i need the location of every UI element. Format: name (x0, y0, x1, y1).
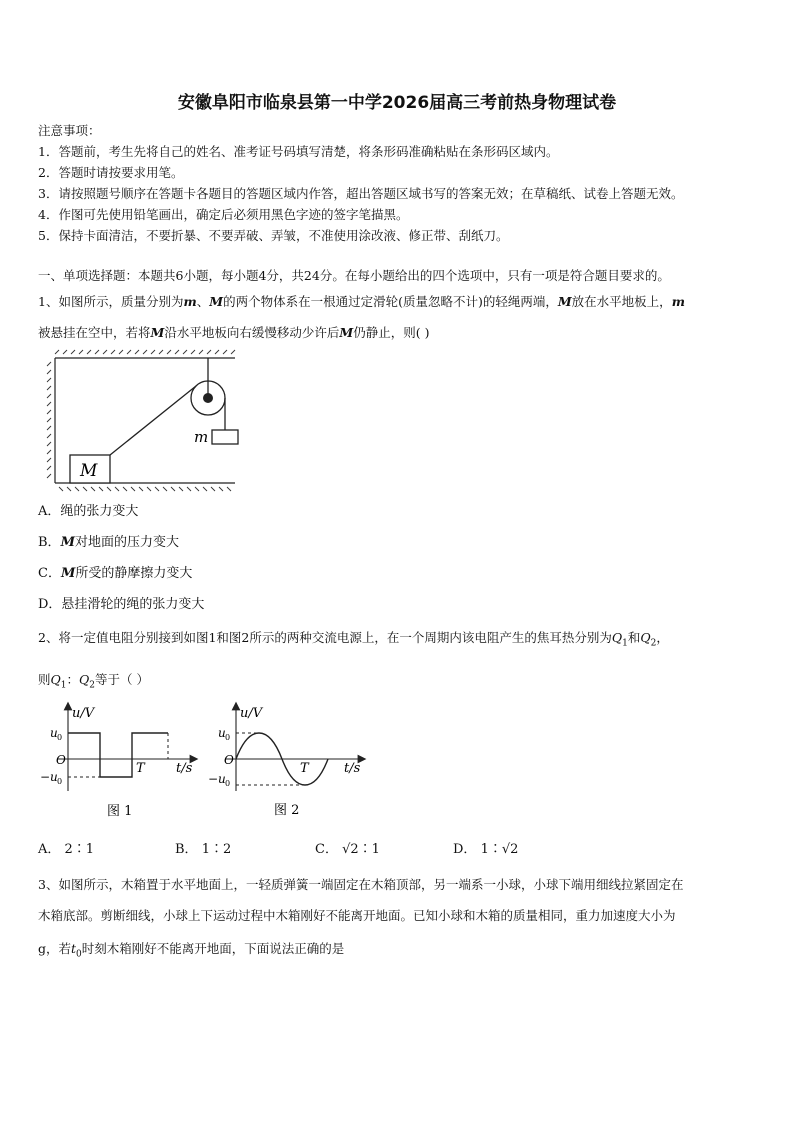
option-text: 所受的静摩擦力变大 (75, 566, 193, 581)
notice-item-5: 5．保持卡面清洁，不要折暴、不要弄破、弄皱，不准使用涂改液、修正带、刮纸刀。 (38, 228, 509, 243)
q2-option-a (38, 838, 94, 857)
q1-text: 的两个物体系在一根通过定滑轮(质量忽略不计)的轻绳两端， (223, 294, 558, 309)
q2-text: 2、将一定值电阻分别接到如图1和图2所示的两种交流电源上，在一个周期内该电阻产生的焦耳热分别为 (38, 630, 612, 645)
q3-sub: 0 (76, 949, 82, 960)
rope-to-M (110, 386, 196, 455)
q1-var-M: M (150, 325, 165, 340)
q1-text: 仍静止，则( ) (353, 325, 430, 340)
q1-text: 沿水平地板向右缓慢移动少许后 (164, 325, 340, 340)
q2-option-c (315, 838, 380, 857)
mass-m-block (212, 430, 238, 444)
option-label: B． (38, 535, 61, 550)
q1-option-a: A．绳的张力变大 (38, 504, 139, 519)
q3-line-3 (38, 939, 344, 960)
fig2-xlabel: t/s (344, 761, 361, 776)
q2-line-1 (38, 628, 669, 649)
q2-sub: 1 (622, 638, 628, 649)
q1-text: 放在水平地板上， (571, 294, 672, 309)
fig1-T: T (136, 761, 145, 776)
q3-line-1: 3、如图所示，木箱置于水平地面上，一轻质弹簧一端固定在木箱顶部，另一端系一小球，小球下端用细线拉紧固定在 (38, 877, 684, 892)
q3-var-t: t (71, 941, 77, 956)
q1-var-M: M (60, 535, 75, 550)
q2-sub: 1 (60, 680, 67, 691)
q2-figure-2 (204, 700, 374, 825)
option-label: C． (38, 566, 61, 581)
option-label: C． (315, 842, 338, 857)
notice-item-2: 2．答题时请按要求用笔。 (38, 165, 184, 180)
q1-line-2 (38, 323, 429, 341)
fig2-caption: 图 2 (274, 803, 300, 818)
fig2-ylabel: u/V (240, 706, 263, 721)
q2-var-Q1: Q (611, 630, 623, 645)
fig1-ylabel: u/V (72, 706, 95, 721)
option-label: B． (175, 842, 198, 857)
q1-pulley-figure (40, 348, 250, 493)
q1-var-M: M (557, 294, 572, 309)
notice-item-1: 1．答题前，考生先将自己的姓名、准考证号码填写清楚，将条形码准确粘贴在条形码区域内。 (38, 144, 559, 159)
fig1-neg-u0: −u (40, 770, 58, 784)
fig2-u0: u (218, 726, 226, 740)
q2-var-Q1: Q (50, 672, 61, 687)
q1-option-c (38, 562, 192, 581)
q1-text: 、 (196, 294, 210, 309)
notice-item-4: 4．作图可先使用铅笔画出，确定后必须用黑色字迹的签字笔描黑。 (38, 207, 409, 222)
fig-M-label: M (80, 461, 98, 481)
q2-sub: 2 (650, 638, 657, 649)
fig2-neg-u0: −u (208, 772, 226, 786)
q2-sub: 2 (89, 680, 95, 691)
option-value: 2∶1 (64, 842, 95, 857)
fig1-u0-sub: 0 (57, 733, 63, 742)
fig2-T: T (300, 761, 309, 776)
q2-figure-1 (36, 700, 206, 825)
fig2-origin: O (224, 753, 234, 767)
fig1-neg-u0-sub: 0 (57, 777, 63, 786)
q2-line-2 (38, 670, 149, 691)
q1-var-M: M (60, 566, 76, 581)
q3-line-2: 木箱底部。剪断细线，小球上下运动过程中木箱刚好不能离开地面。已知小球和木箱的质量相同，重力加速度大小为 (38, 908, 676, 923)
fig2-u0-sub: 0 (225, 733, 231, 742)
fig1-origin: O (56, 753, 66, 767)
option-text: 对地面的压力变大 (74, 535, 179, 550)
q2-text: ， (656, 630, 669, 645)
q1-option-d: D．悬挂滑轮的绳的张力变大 (38, 597, 205, 612)
q2-var-Q2: Q (640, 630, 651, 645)
q1-text: 1、如图所示，质量分别为 (38, 294, 184, 309)
section-heading: 一、单项选择题：本题共6小题，每小题4分，共24分。在每小题给出的四个选项中，只有一项是符合题目要求的。 (38, 268, 670, 283)
q2-text: ： (66, 672, 80, 687)
fig1-caption: 图 1 (107, 804, 133, 819)
q1-var-M: M (209, 294, 224, 309)
q2-text: 和 (627, 630, 641, 645)
q1-var-M: M (339, 325, 354, 340)
option-value: 1∶2 (201, 842, 232, 857)
option-label: D． (453, 842, 477, 857)
notice-heading: 注意事项： (38, 123, 101, 138)
pulley-axle (203, 393, 213, 403)
q1-line-1 (38, 292, 685, 310)
option-value: 1∶√2 (480, 842, 519, 857)
q2-option-d (453, 838, 518, 857)
q1-var-m: m (671, 294, 685, 309)
fig1-u0: u (50, 726, 58, 740)
q2-text: 等于（ ） (95, 672, 149, 687)
q3-text: 时刻木箱刚好不能离开地面，下面说法正确的是 (81, 941, 345, 956)
page-title: 安徽阜阳市临泉县第一中学2026届高三考前热身物理试卷 (177, 93, 617, 113)
fig-m-label: m (194, 428, 209, 446)
q1-var-m: m (183, 294, 197, 309)
q3-text: g，若 (38, 941, 72, 956)
q2-text: 则 (38, 672, 51, 687)
fig1-xlabel: t/s (176, 761, 193, 776)
q2-var-Q2: Q (79, 672, 90, 687)
fig2-neg-u0-sub: 0 (225, 779, 231, 788)
option-value: √2∶1 (342, 842, 380, 857)
notice-item-3: 3．请按照题号顺序在答题卡各题目的答题区域内作答，超出答题区域书写的答案无效；在草稿纸、试卷上答题无效。 (38, 186, 684, 201)
square-wave (68, 733, 168, 777)
q1-option-b (38, 531, 179, 550)
q1-text: 被悬挂在空中，若将 (38, 325, 151, 340)
option-label: A． (38, 842, 61, 857)
q2-option-b (175, 838, 231, 857)
